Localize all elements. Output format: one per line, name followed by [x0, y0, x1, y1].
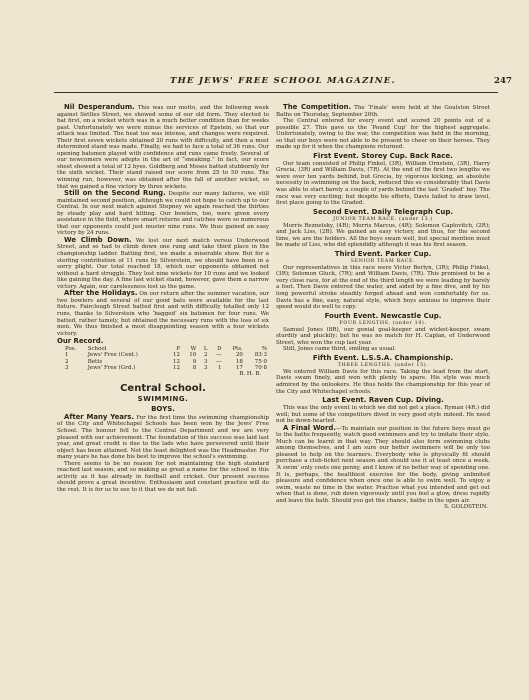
right-column [276, 104, 490, 511]
record-cell-school: Jews' Free (Cent.) [87, 352, 138, 359]
text-final-word: —To maintain our position in the future boys must go to the baths frequently, watch good swimmers and try to imitate their style. Much can be learnt in that way. They should also form swimming clubs among themselves, and I am sure our better swimmers will be only too pleased to help on the learners. Everybody who is physically fit should purchase a club-ticket next season and should use it at least once a week. ‘A swim’ only costs one penny, and I know of no better way of spending one. It is, perhaps, the healthiest exercise for the body, giving unlimited pleasure and confidence when once one is able to swim well. To enjoy a swim, waste no time in the water. Practise what you intended and get out when that is done, rub down vigorously until you feel a glow, dress rapidly and leave the bath. Should you get the chance, bathe in the open air. [276, 425, 490, 504]
final-signature: S. GOLDSTEIN. [444, 504, 488, 511]
boys-heading: BOYS. [151, 404, 175, 413]
record-cell-l: 2 [204, 352, 208, 359]
subheading-third-event: SENIOR TEAM RACE. [350, 258, 416, 264]
record-cell-pts: 20 [235, 352, 243, 359]
heading-second-rung: Still on the Second Rung. [64, 189, 166, 198]
text-climb-down: We lost our next match versus Underwood Street, and so had to climb down one rung and take third place in the championship ladder. Batting first, we made a miserable show. But for a sterling contribution of 11 runs by Silverstein, we should have been in a sorry plight. Our total reached 18, which our opponents obtained not without a hard struggle. They lost nine wickets for 10 runs and we looked like gaining the day. A fine last wicket stand, however, gave them a narrow victory. Again, our carelessness lost us the game. [57, 237, 270, 290]
record-heading-line [57, 338, 269, 346]
record-cell-w: 8 [192, 364, 197, 371]
text-second-rung: Despite our many failures, we still maintained second position, although we could not hope to catch up to our Central. In our next match against Stepney we again reached the thirties by steady play and hard hitting. Our bowlers, too, were given every assistance in the field, where smart returns and catches were so numerous that our opponents could just muster nine runs. We thus gained an easy victory by 24 runs. [57, 191, 269, 237]
record-col-l: L [203, 345, 208, 352]
record-col-pts: Pts. [232, 345, 243, 352]
record-cell-pct: 75·0 [254, 358, 267, 365]
record-signature: B. H. B. [239, 371, 261, 378]
subheading-fifth-event: THREE LENGTHS. (under 15). [337, 362, 429, 368]
record-cell-p: 12 [173, 358, 180, 365]
record-cell-p: 12 [173, 352, 180, 359]
central-school-heading: Central School. [120, 382, 206, 394]
heading-after-holidays: After the Holidays. [64, 289, 138, 298]
paragraph-after-holidays [57, 290, 269, 337]
text-competition: The ‘Finals’ were held at the Goulston Street Baths on Thursday, September 20th. [276, 105, 491, 118]
record-cell-pts: 18 [235, 358, 243, 365]
paragraph-fourth-event-jones: Still, Jones came third, smiling as usual. [283, 346, 396, 353]
record-col-w: W [190, 345, 197, 352]
record-cell-p: 12 [173, 364, 180, 371]
paragraph-fourth-event: Samuel Jones (8R), our genial goal-keeper and wicket-keeper, swam sturdily and pluckily; but he was no match for H. Caplan, of Underwood Street, who won the cup last year. [276, 326, 490, 346]
record-cell-school: Betts [87, 358, 103, 365]
record-cell-pts: 17 [235, 364, 243, 371]
record-col-p: P [176, 345, 180, 352]
header-rule [54, 92, 498, 93]
record-cell-d: 1 [218, 364, 222, 371]
heading-nil-desperandum: Nil Desperandum. [64, 103, 135, 111]
record-table [63, 346, 269, 372]
record-col-d: D [217, 345, 222, 352]
record-cell-d: — [216, 352, 222, 359]
heading-second-event: Second Event. Daily Telegraph Cup. [312, 207, 454, 216]
heading-fourth-event: Fourth Event. Newcastle Cup. [324, 311, 442, 320]
page-number: 247 [494, 76, 512, 86]
record-cell-l: 3 [204, 358, 208, 365]
paragraph-second-rung [57, 190, 269, 237]
paragraph-final-word [276, 425, 490, 505]
record-col-pos: Pos. [65, 345, 77, 352]
paragraph-high-standard: There seems to be no reason for not maintaining the high standard reached last season, and so making as great a name for the school in this activity as it has already in football and cricket. Our present success should prove a great incentive. Enthusiasm and constant practice will do the rest. It is for us to see to it that we do not fail. [57, 460, 269, 493]
heading-competition: The Competition. [283, 103, 352, 111]
paragraph-fifth-event: We entered William Davis for this race. Taking the lead from the start, Davis swam finely, and won with plenty to spare. His style was much admired by the onlookers. He thus holds the championship for this year of the City and Whitechapel schools. [276, 368, 490, 395]
swimming-heading: SWIMMING. [137, 394, 189, 403]
paragraph-last-event: This was the only event in which we did not get a place. Ryman (4R.) did well; but some of the competitors dived in very good style indeed. He need not be down-hearted. [276, 405, 490, 425]
paragraph-competition [276, 104, 490, 118]
heading-final-word: A Final Word. [283, 423, 336, 432]
record-col-school: School [87, 345, 107, 352]
record-cell-pct: 83·3 [254, 352, 267, 359]
paragraph-competition-results: The Central entered for every event and scored 20 points out of a possible 27. This gave us the ‘Pound Cup’ for the highest aggregate. Unfortunately, owing to the war, the competition was held in the morning, so that our boys were not able to be present to cheer on their heroes. They made up for it when the champions returned. [276, 118, 490, 151]
text-after-holidays: On our return after the summer vacation, our two bowlers and several of our good bats were available for the last fixture. Fairclough Street batted first and with difficulty totalled only 12 runs, thanks to Silverstein who ‘bagged’ six batsmen for four runs. We batted, rather tamely, but obtained the necessary runs with the loss of six men. We thus finished a most disappointing season with a four wickets victory. [57, 291, 270, 337]
record-cell-pos: 2 [65, 358, 69, 365]
text-after-many-years: For the first time the swimming championship of the City and Whitechapel Schools has been won by the Jews' Free School. The honour fell to the Central Department and we are very pleased with our achievement. The foundation of this success was laid last year, and great credit is due to the lads who have persevered until their object has been attained. Not the least delighted was the Headmaster. For many years he has done his best to improve the school's swimming. [57, 414, 269, 461]
running-title: THE JEWS' FREE SCHOOL MAGAZINE. [170, 76, 396, 86]
paragraph-second-event: Morris Reznetsky, (4R); Morris Marcus, (4R); Solomon Caplovitch, (2R); and Jack Liss, (2R). We gained an easy victory, and thus, for the second time, we are the holders. All the boys swam well, but special mention must be made of Liss, who did splendidly although it was his first season. [276, 222, 490, 249]
record-cell-w: 9 [192, 358, 197, 365]
paragraph-first-event: Our team consisted of Philip Finkel, (3R), William Ornstein, (3R), Harry Grecia, (3R) and William Davis, (7R). At the end of the first two lengths we were over ten yards behind, but Grecia, by vigorous kicking, an absolute necessity in swimming on the back, reduced this so considerably that Davis was able to start barely a couple of yards behind the last ‘Graded’ boy. The race was very exciting; but despite his efforts, Davis failed to draw level, first place going to the Graded. [276, 160, 490, 207]
paragraph-climb-down [57, 237, 269, 290]
heading-our-record: Our Record. [57, 337, 104, 346]
heading-last-event: Last Event. Raven Cup. Diving. [322, 396, 444, 405]
heading-fifth-event: Fifth Event. L.S.S.A. Championship. [312, 353, 454, 362]
record-cell-pct: 70·8 [254, 364, 267, 371]
record-cell-d: — [216, 358, 222, 365]
page-header [0, 76, 529, 90]
heading-climb-down: We Climb Down. [64, 235, 132, 244]
record-cell-school: Jews' Free (Grd.) [87, 364, 136, 371]
record-col-pct: % [261, 345, 267, 352]
paragraph-nil-desperandum [57, 104, 269, 190]
text-nil-desperandum: This was our motto, and the following week against Settles Street, we showed some of our old form. They elected to bat first, on a wicket which was in a much better condition than for weeks past. Unfortunately we were minus the services of Epstein, so that our attack was limited. The heat too was intense, and changes were required. Their first seven wickets obtained 20 runs with difficulty, and then a most determined stand was made. Finally, we had to face a total of 36 runs. Our opening batsmen played with confidence and runs came freely. Several of our newcomers were adepts in the art of “sneaking.” In fact, our score sheet showed a total of 12 byes. Goldberg and Moses batted stubbornly for the sixth wicket. Their stand raised our score from 25 to 50 runs. The winning run, however, was obtained after the fall of another wicket, so that we gained a fine victory by three wickets. [57, 105, 269, 190]
heading-third-event: Third Event. Parker Cup. [334, 249, 432, 258]
record-cell-l: 3 [204, 364, 208, 371]
left-column [57, 104, 269, 493]
record-cell-pos: 1 [65, 352, 69, 359]
paragraph-third-event: Our representatives in this race were Victor Berlyn, (3R); Philip Finkel, (3R); Solomon Gluck, (7R); and William Davis, (7R). This promised to be a very close race, for at the end of the third length we were leading by barely a foot. Then Davis entered the water, and aided by a fine dive, and by his long powerful stroke steadily forged ahead and won comfortably for us. Davis has a fine, easy, natural style, which boys anxious to improve their speed would do well to copy. [276, 264, 490, 311]
subheading-second-event: JUNIOR TEAM RACE. (under 13.) [333, 216, 433, 222]
record-cell-pos: 3 [65, 364, 69, 371]
heading-first-event: First Event. Storey Cup. Back Race. [313, 151, 453, 160]
paragraph-after-many-years [57, 414, 269, 461]
heading-after-many-years: After Many Years. [64, 412, 135, 421]
subheading-fourth-event: FOUR LENGTHS. (under 14). [339, 320, 427, 326]
record-cell-w: 10 [189, 352, 197, 359]
